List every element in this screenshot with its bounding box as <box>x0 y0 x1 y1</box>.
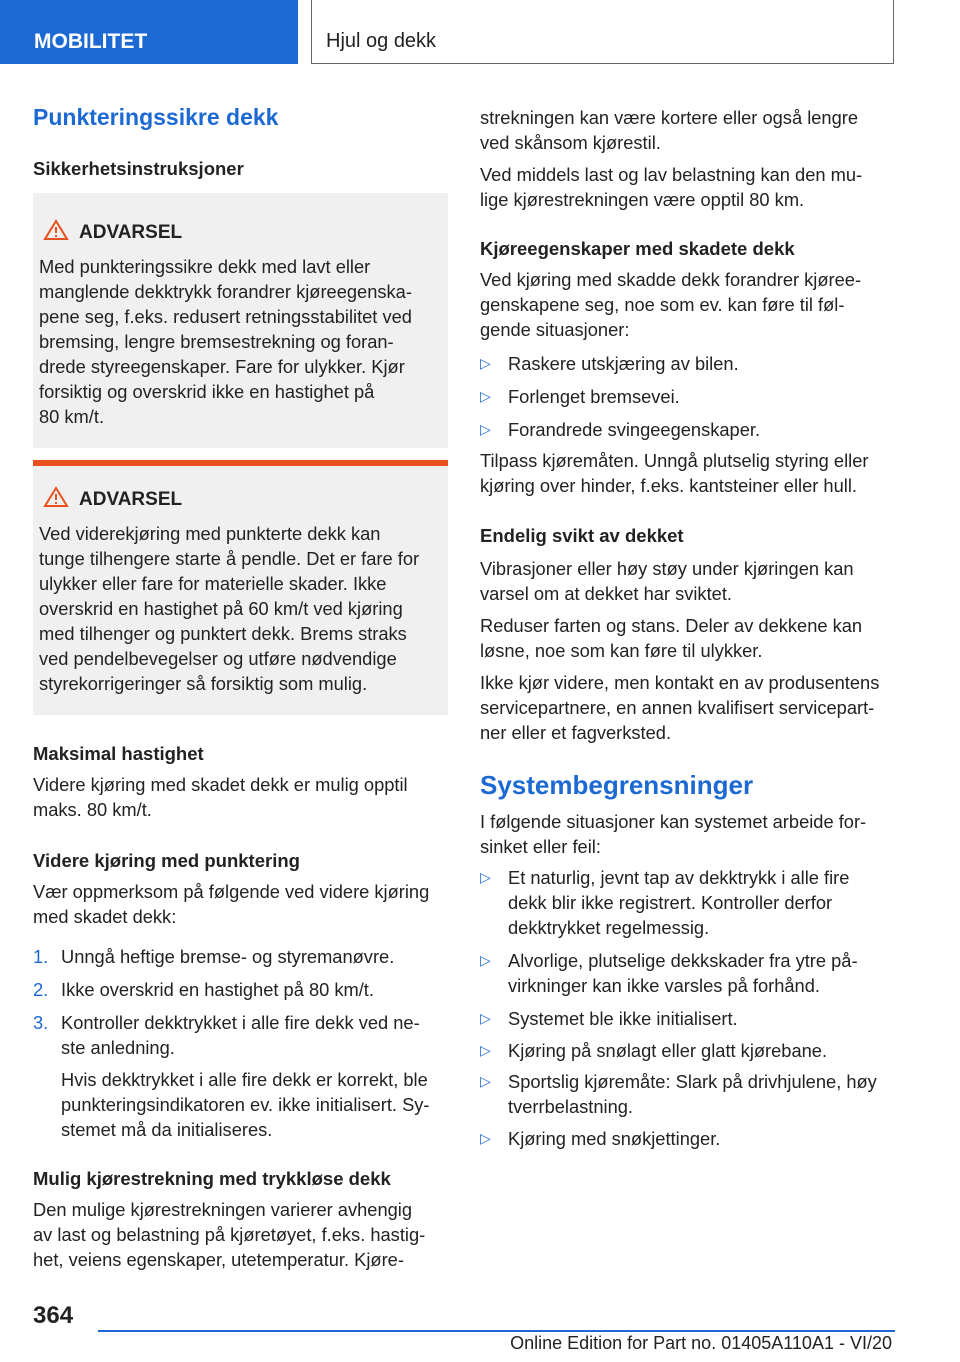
triangle-bullet-icon: ▷ <box>480 421 491 437</box>
list-item <box>33 944 448 969</box>
text-line: Reduser farten og stans. Deler av dekkene kan <box>480 615 863 636</box>
text-line: dekktrykket regelmessig. <box>508 917 710 938</box>
text-line: dekk blir ikke registrert. Kontroller derfor <box>508 892 833 913</box>
text-line: Ved middels last og lav belastning kan den mu- <box>480 164 863 185</box>
text-line: tverrbelastning. <box>508 1096 633 1117</box>
text-line: punkteringsindikatoren ev. ikke initialisert. Sy- <box>61 1094 430 1115</box>
bullet-text: Kjøring på snølagt eller glatt kjørebane. <box>508 1040 828 1061</box>
heading-continue: Videre kjøring med punktering <box>33 850 300 871</box>
bullet-text: Kjøring med snøkjettinger. <box>508 1128 721 1149</box>
text-line: Alvorlige, plutselige dekkskader fra ytre på- <box>508 950 858 971</box>
paragraph <box>480 670 895 745</box>
list-item <box>33 1010 448 1060</box>
bullet-item <box>480 1069 895 1119</box>
bullet-text: Systemet ble ikke initialisert. <box>508 1008 738 1029</box>
paragraph <box>480 105 895 155</box>
triangle-bullet-icon: ▷ <box>480 1130 491 1146</box>
text-line: lige kjørestrekningen være opptil 80 km. <box>480 189 805 210</box>
text-line: Den mulige kjørestrekningen varierer avhengig <box>33 1199 413 1220</box>
text-line: Med punkteringssikre dekk med lavt eller <box>39 256 371 277</box>
warning-label: ADVARSEL <box>79 222 183 243</box>
text-line: Tilpass kjøremåten. Unngå plutselig styring eller <box>480 450 869 471</box>
text-line: ste anledning. <box>61 1037 175 1058</box>
list-text: Ikke overskrid en hastighet på 80 km/t. <box>61 979 374 1000</box>
section-title-limits: Systembegrensninger <box>480 770 754 800</box>
heading-failure: Endelig svikt av dekket <box>480 525 684 546</box>
bullet-item <box>480 1006 895 1031</box>
text-line: Et naturlig, jevnt tap av dekktrykk i alle fire <box>508 867 850 888</box>
warning-box-1 <box>33 193 448 448</box>
section-label: MOBILITET <box>34 30 148 53</box>
paragraph <box>33 879 448 929</box>
text-line: pene seg, f.eks. redusert retningsstabilitet ved <box>39 306 412 327</box>
text-line: 80 km/t. <box>39 406 105 427</box>
warning-bar <box>33 460 448 466</box>
text-line: overskrid en hastighet på 60 km/t ved kjøring <box>39 598 403 619</box>
triangle-bullet-icon: ▷ <box>480 1010 491 1026</box>
text-line: ved pendelbevegelser og utføre nødvendige <box>39 648 397 669</box>
text-line: Ved viderekjøring med punkterte dekk kan <box>39 523 381 544</box>
bullet-text: Raskere utskjæring av bilen. <box>508 353 739 374</box>
section-tab <box>0 0 298 64</box>
warning-label: ADVARSEL <box>79 489 183 510</box>
text-line: varsel om at dekket har sviktet. <box>480 583 732 604</box>
paragraph <box>33 1197 448 1272</box>
text-line: styrekorrigeringer så forsiktig som mulig. <box>39 673 368 694</box>
heading-damaged: Kjøreegenskaper med skadete dekk <box>480 238 795 259</box>
paragraph <box>480 162 895 212</box>
heading-range: Mulig kjørestrekning med trykkløse dekk <box>33 1168 391 1189</box>
list-text <box>61 1010 451 1060</box>
text-line: maks. 80 km/t. <box>33 799 152 820</box>
triangle-bullet-icon: ▷ <box>480 1042 491 1058</box>
text-line: forsiktig og overskrid ikke en hastighet på <box>39 381 375 402</box>
text-line: av last og belastning på kjøretøyet, f.eks. hastig- <box>33 1224 426 1245</box>
text-line: Hvis dekktrykket i alle fire dekk er korrekt, ble <box>61 1069 428 1090</box>
text-line: Kontroller dekktrykket i alle fire dekk ved ne- <box>61 1012 420 1033</box>
text-line: manglende dekktrykk forandrer kjøreegenska- <box>39 281 412 302</box>
text-line: ner eller et fagverksted. <box>480 722 672 743</box>
list-item <box>33 977 448 1002</box>
bullet-item <box>480 1038 895 1063</box>
bullet-item <box>480 417 895 442</box>
warning-text <box>39 254 441 429</box>
bullet-text: Forlenget bremsevei. <box>508 386 680 407</box>
triangle-bullet-icon: ▷ <box>480 952 491 968</box>
bullet-text <box>508 1069 898 1119</box>
section-title: Punkteringssikre dekk <box>33 104 279 130</box>
bullet-item <box>480 865 895 940</box>
text-line: ulykker eller fare for materielle skader. Ikke <box>39 573 387 594</box>
paragraph <box>480 556 895 606</box>
text-line: bremsing, lengre bremsestrekning og foran- <box>39 331 394 352</box>
list-number: 1. <box>33 946 49 967</box>
paragraph <box>480 613 895 663</box>
text-line: Sportslig kjøremåte: Slark på drivhjulene, høy <box>508 1071 877 1092</box>
bullet-text <box>508 948 898 998</box>
warning-triangle-icon <box>43 219 69 241</box>
triangle-bullet-icon: ▷ <box>480 355 491 371</box>
text-line: kjøring over hinder, f.eks. kantsteiner eller hull. <box>480 475 857 496</box>
paragraph <box>480 267 895 342</box>
warning-triangle-icon <box>43 486 69 508</box>
paragraph <box>33 772 448 822</box>
text-line: gende situasjoner: <box>480 319 630 340</box>
text-line: sinket eller feil: <box>480 836 601 857</box>
text-line: med skadet dekk: <box>33 906 177 927</box>
bullet-item <box>480 1126 895 1151</box>
heading-max-speed: Maksimal hastighet <box>33 743 204 764</box>
text-line: tunge tilhengere starte å pendle. Det er fare for <box>39 548 420 569</box>
warning-text <box>39 521 441 696</box>
bullet-text: Forandrede svingeegenskaper. <box>508 419 761 440</box>
paragraph <box>480 809 895 859</box>
text-line: virkninger kan ikke varsles på forhånd. <box>508 975 820 996</box>
triangle-bullet-icon: ▷ <box>480 1073 491 1089</box>
chapter-label: Hjul og dekk <box>326 30 437 52</box>
text-line: Videre kjøring med skadet dekk er mulig opptil <box>33 774 408 795</box>
text-line: drede styreegenskaper. Fare for ulykker. Kjør <box>39 356 405 377</box>
triangle-bullet-icon: ▷ <box>480 869 491 885</box>
text-line: Vær oppmerksom på følgende ved videre kjøring <box>33 881 430 902</box>
text-line: Ved kjøring med skadde dekk forandrer kjøree- <box>480 269 862 290</box>
text-line: genskapene seg, noe som ev. kan føre til føl- <box>480 294 845 315</box>
text-line: het, veiens egenskaper, utetemperatur. Kjøre- <box>33 1249 404 1270</box>
text-line: Ikke kjør videre, men kontakt en av produsentens <box>480 672 880 693</box>
bullet-item <box>480 351 895 376</box>
text-line: Vibrasjoner eller høy støy under kjøringen kan <box>480 558 854 579</box>
paragraph <box>480 448 895 498</box>
bullet-text <box>508 865 898 940</box>
bullet-item <box>480 948 895 998</box>
text-line: strekningen kan være kortere eller også lengre <box>480 107 859 128</box>
text-line: servicepartnere, en annen kvalifisert servicepart- <box>480 697 875 718</box>
list-number: 2. <box>33 979 49 1000</box>
list-note <box>61 1067 451 1142</box>
text-line: I følgende situasjoner kan systemet arbeide for- <box>480 811 867 832</box>
list-number: 3. <box>33 1012 49 1033</box>
footer-divider <box>98 1330 895 1332</box>
list-text: Unngå heftige bremse- og styremanøvre. <box>61 946 395 967</box>
footer-edition: Online Edition for Part no. 01405A110A1 - VI/20 <box>510 1333 892 1353</box>
subheading-safety: Sikkerhetsinstruksjoner <box>33 158 244 179</box>
text-line: stemet må da initialiseres. <box>61 1119 273 1140</box>
page-number: 364 <box>33 1302 74 1329</box>
text-line: med tilhenger og punktert dekk. Brems straks <box>39 623 407 644</box>
warning-box-2 <box>33 460 448 715</box>
bullet-item <box>480 384 895 409</box>
text-line: løsne, noe som kan føre til ulykker. <box>480 640 763 661</box>
text-line: ved skånsom kjørestil. <box>480 132 661 153</box>
chapter-header <box>311 0 894 64</box>
triangle-bullet-icon: ▷ <box>480 388 491 404</box>
